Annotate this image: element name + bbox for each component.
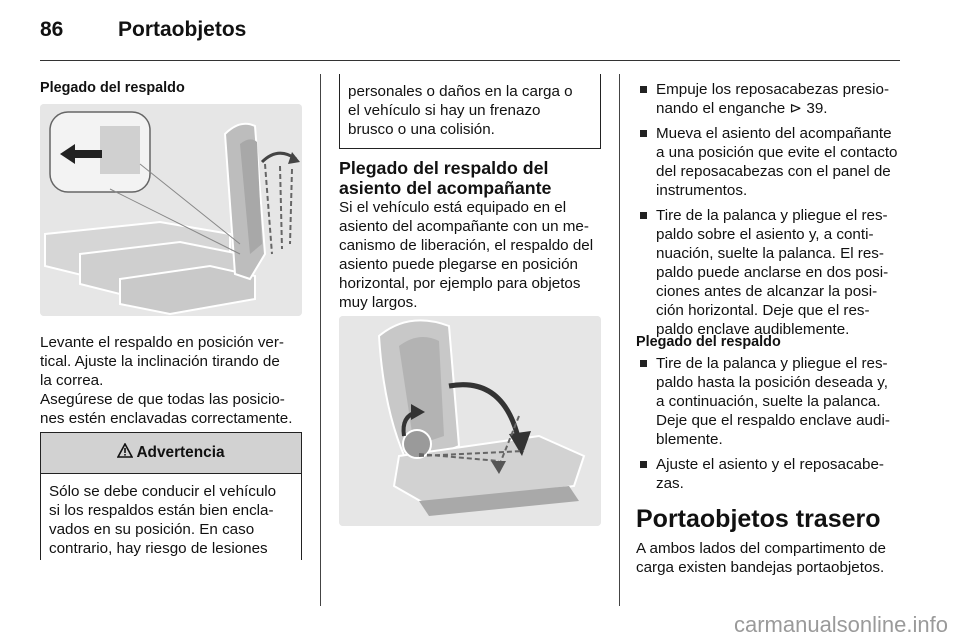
text-line: asiento puede plegarse en posición <box>339 256 578 273</box>
warning-text-continued <box>340 74 600 139</box>
heading-line: asiento del acompañante <box>339 178 552 198</box>
paragraph-raise-backrest <box>40 333 310 390</box>
text-line: instrumentos. <box>656 182 748 199</box>
section-subheading: Plegado del respaldo <box>636 334 781 350</box>
header-rule <box>40 60 900 61</box>
column-divider <box>320 74 321 606</box>
text-line: personales o daños en la carga o <box>348 83 573 100</box>
passenger-seat-illustration <box>339 316 601 526</box>
bullet-square-icon <box>640 360 647 367</box>
text-line: asiento del acompañante con un me- <box>339 218 589 235</box>
text-line: nando el enganche ⊳ 39. <box>656 100 828 117</box>
bullet-square-icon <box>640 461 647 468</box>
watermark: carmanualsonline.info <box>733 612 948 637</box>
fold-steps-list <box>636 354 906 499</box>
text-line: Deje que el respaldo enclave audi- <box>656 412 890 429</box>
text-line: horizontal, por ejemplo para objetos <box>339 275 581 292</box>
list-item <box>636 80 906 118</box>
passenger-steps-list <box>636 80 906 345</box>
warning-header <box>41 433 301 474</box>
list-item <box>636 124 906 200</box>
list-item <box>636 354 906 449</box>
text-line: nuación, suelte la palanca. El res- <box>656 245 884 262</box>
text-line: ciones antes de alcanzar la posi- <box>656 283 878 300</box>
text-line: nes estén enclavadas correctamente. <box>40 410 293 427</box>
text-line: Tire de la palanca y pliegue el res- <box>656 207 888 224</box>
text-line: Ajuste el asiento y el reposacabe- <box>656 456 884 473</box>
text-line: canismo de liberación, el respaldo del <box>339 237 594 254</box>
text-line: paldo hasta la posición deseada y, <box>656 374 888 391</box>
text-line: brusco o una colisión. <box>348 121 495 138</box>
text-line: Tire de la palanca y pliegue el res- <box>656 355 888 372</box>
text-line: Empuje los reposacabezas presio- <box>656 81 889 98</box>
text-line: carga existen bandejas portaobjetos. <box>636 559 885 576</box>
text-line: la correa. <box>40 372 104 389</box>
text-line: blemente. <box>656 431 723 448</box>
text-line: vados en su posición. En caso <box>49 521 255 538</box>
text-line: muy largos. <box>339 294 418 311</box>
warning-triangle-icon <box>117 443 133 463</box>
warning-title: Advertencia <box>136 444 225 461</box>
text-line: del reposacabezas con el panel de <box>656 163 891 180</box>
text-line: el vehículo si hay un frenazo <box>348 102 541 119</box>
text-line: Levante el respaldo en posición ver- <box>40 334 284 351</box>
text-line: a continuación, suelte la palanca. <box>656 393 881 410</box>
list-item <box>636 455 906 493</box>
section-heading-rear-storage: Portaobjetos trasero <box>636 505 881 533</box>
paragraph-rear-storage <box>636 539 908 577</box>
text-line: Sólo se debe conducir el vehículo <box>49 483 277 500</box>
text-line: Asegúrese de que todas las posicio- <box>40 391 285 408</box>
section-subheading: Plegado del respaldo <box>40 80 185 96</box>
text-line: paldo enclave audiblemente. <box>656 321 850 338</box>
bullet-square-icon <box>640 212 647 219</box>
column-divider <box>619 74 620 606</box>
heading-line: Plegado del respaldo del <box>339 158 549 178</box>
paragraph-passenger-release <box>339 198 611 312</box>
bullet-square-icon <box>640 130 647 137</box>
text-line: tical. Ajuste la inclinación tirando de <box>40 353 280 370</box>
passenger-seat-drawing <box>339 316 601 526</box>
page-number: 86 <box>40 18 64 41</box>
text-line: zas. <box>656 475 684 492</box>
rear-seat-drawing <box>40 104 302 316</box>
paragraph-check-latched <box>40 390 315 428</box>
text-line: Mueva el asiento del acompañante <box>656 125 892 142</box>
bullet-square-icon <box>640 86 647 93</box>
text-line: paldo puede anclarse en dos posi- <box>656 264 889 281</box>
warning-box <box>40 432 302 560</box>
text-line: contrario, hay riesgo de lesiones <box>49 540 268 557</box>
section-heading-passenger <box>339 158 551 198</box>
warning-box-continued <box>339 74 601 149</box>
warning-text <box>41 474 301 558</box>
text-line: paldo sobre el asiento y, a conti- <box>656 226 874 243</box>
text-line: Si el vehículo está equipado en el <box>339 199 567 216</box>
rear-seat-illustration <box>40 104 302 316</box>
text-line: si los respaldos están bien encla- <box>49 502 274 519</box>
list-item <box>636 206 906 339</box>
text-line: A ambos lados del compartimento de <box>636 540 886 557</box>
text-line: ción horizontal. Deje que el res- <box>656 302 870 319</box>
text-line: a una posición que evite el contacto <box>656 144 898 161</box>
page-title: Portaobjetos <box>118 18 247 41</box>
